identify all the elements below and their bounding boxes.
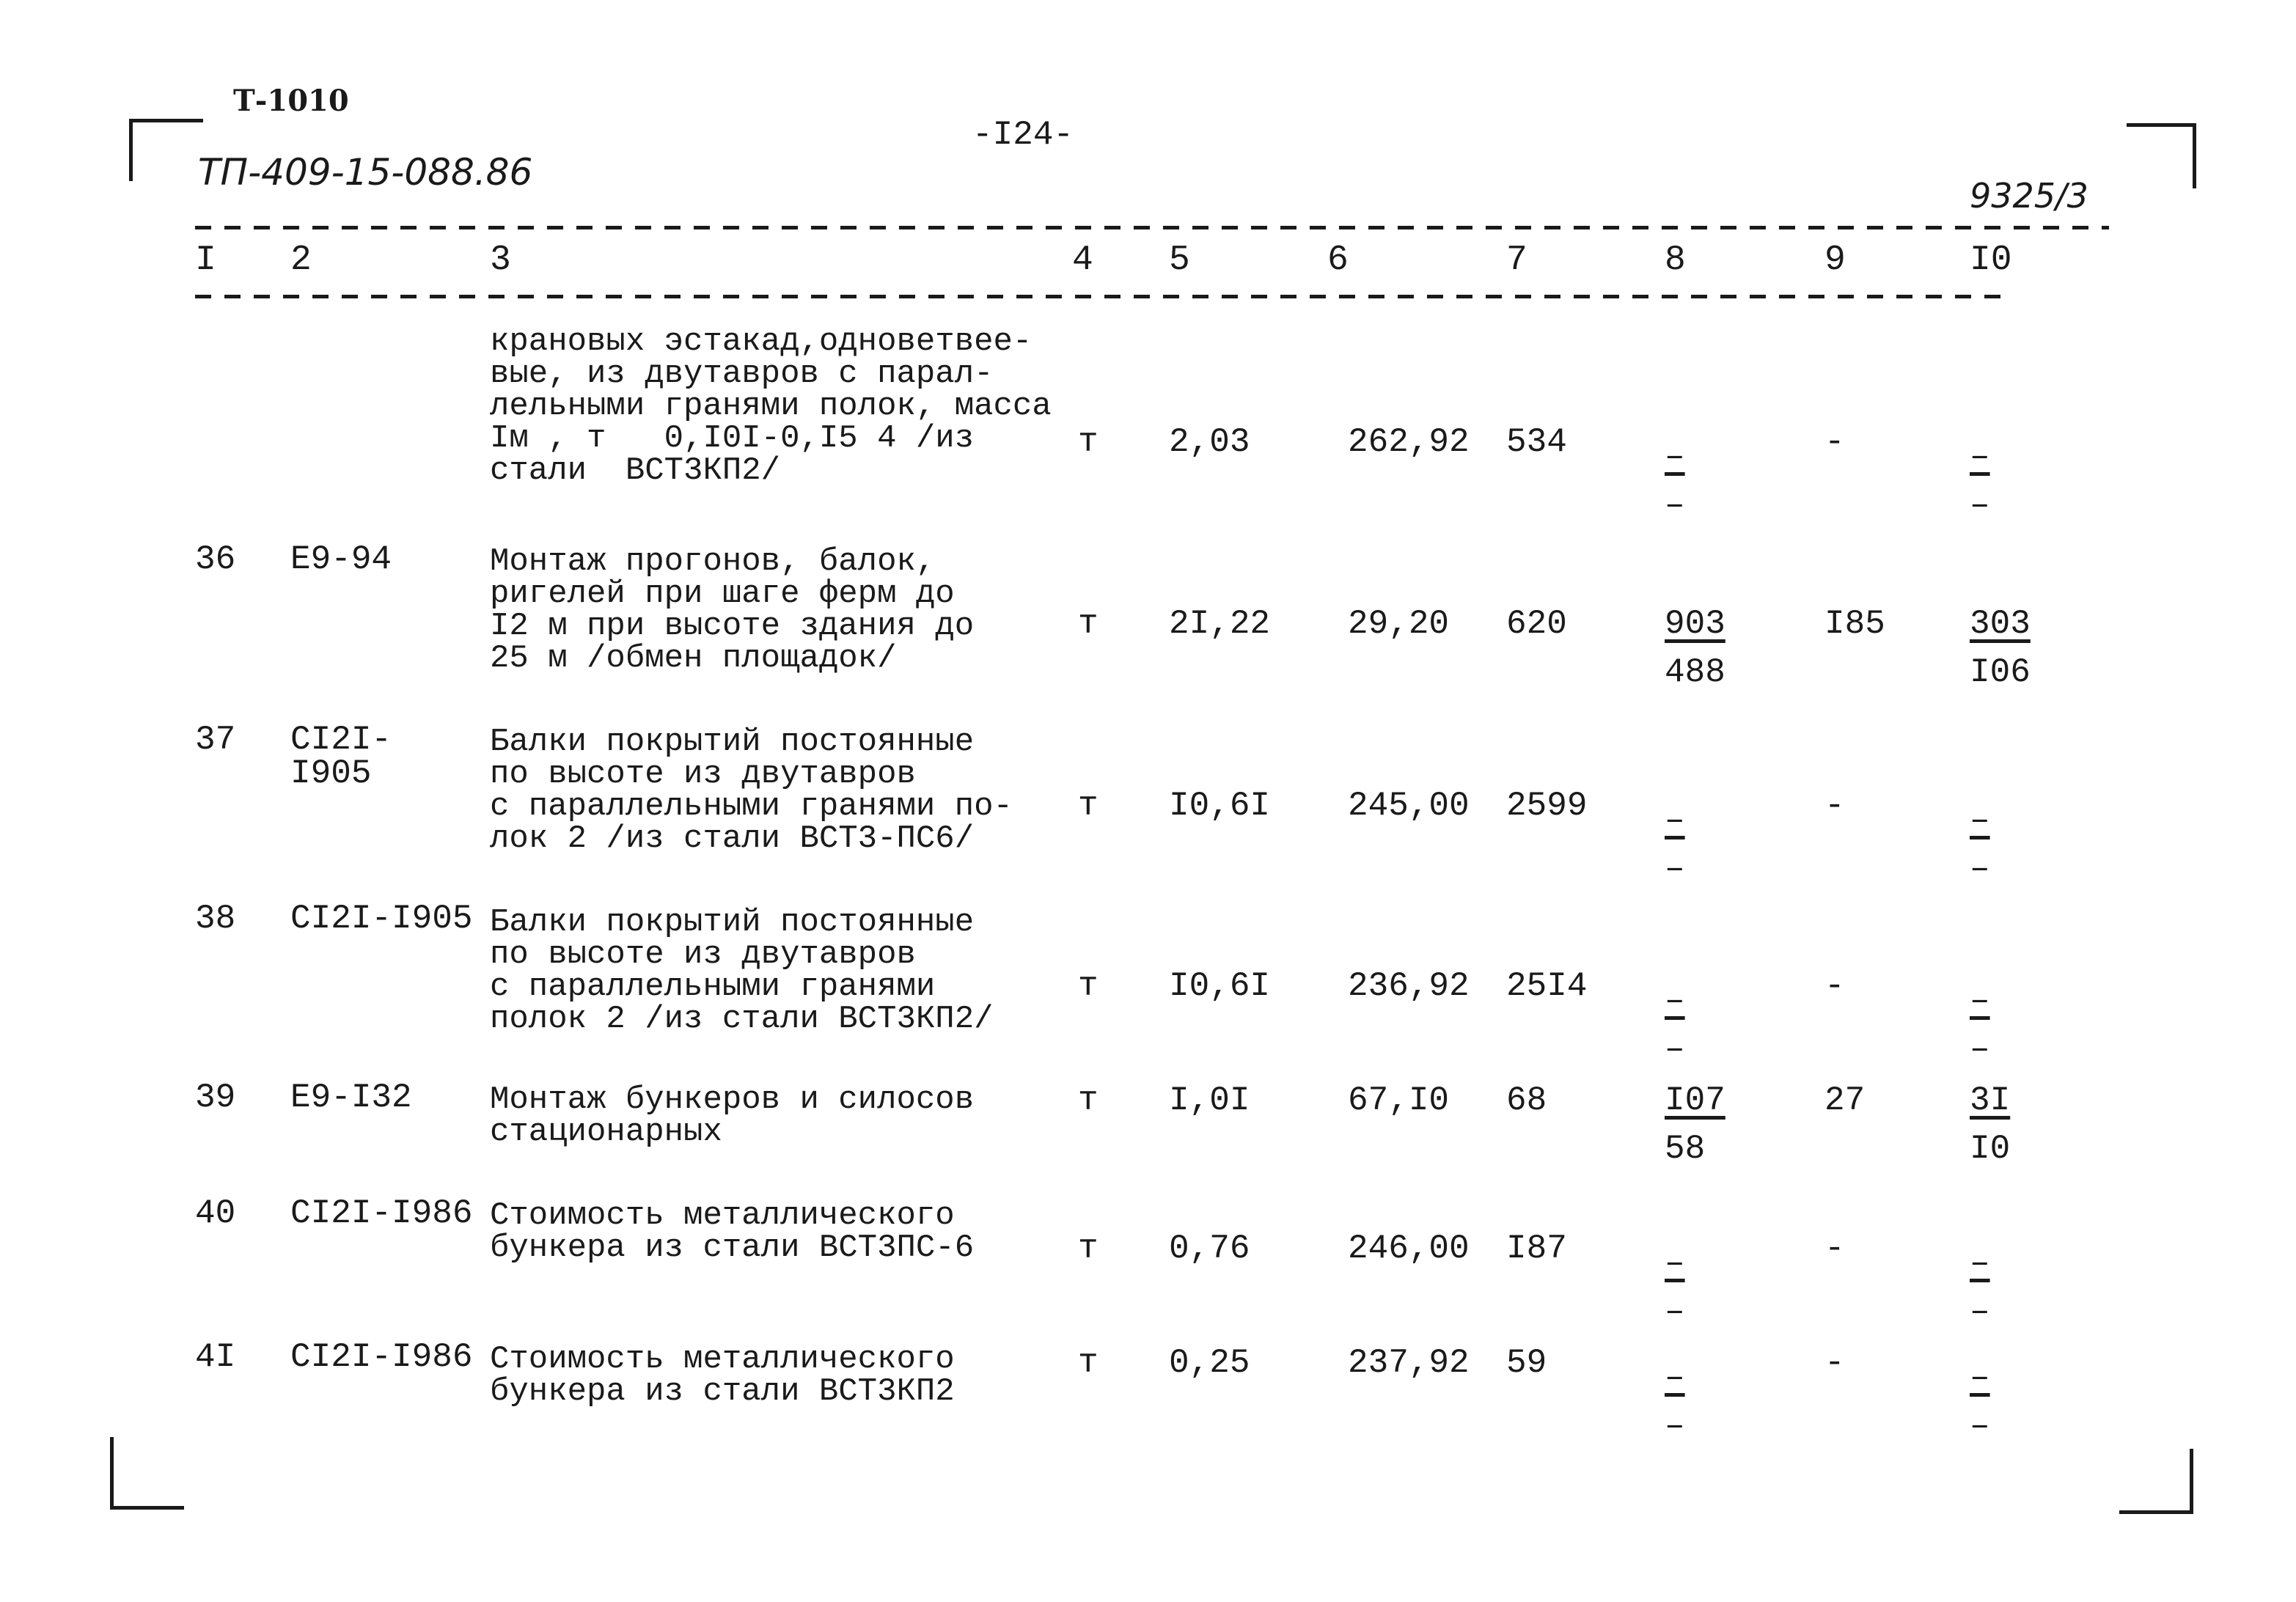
row-total: 620 (1506, 605, 1567, 643)
row-col8-denominator: 488 (1665, 653, 1725, 691)
row-total: 25I4 (1506, 967, 1588, 1005)
row-col9: - (1824, 787, 1845, 825)
row-quantity: 2,03 (1169, 423, 1250, 461)
row-col10-denominator: – (1970, 1407, 1990, 1445)
row-number: 38 (195, 900, 236, 938)
row-unit-price: 236,92 (1348, 967, 1470, 1005)
column-header-6: 6 (1327, 240, 1349, 280)
row-number: 4I (195, 1338, 236, 1376)
row-col8 (1665, 440, 1685, 522)
row-quantity: 0,25 (1169, 1344, 1250, 1382)
row-col10-numerator: 303 (1970, 605, 2031, 643)
row-col9: 27 (1824, 1081, 1866, 1120)
column-header-7: 7 (1506, 240, 1527, 280)
row-unit: т (1078, 1230, 1099, 1268)
row-col10-denominator: – (1970, 486, 1990, 524)
row-col8 (1665, 1081, 1725, 1168)
sheet-ref: 9325/3 (1970, 176, 2088, 216)
row-col10-denominator: I06 (1970, 653, 2031, 691)
row-unit: т (1078, 605, 1099, 643)
column-header-8: 8 (1665, 240, 1686, 280)
row-col8-denominator: – (1665, 1030, 1685, 1068)
row-col8-numerator: – (1665, 438, 1685, 476)
row-code: СI2I-I905 (290, 900, 473, 938)
row-col8 (1665, 801, 1685, 888)
row-number: 36 (195, 540, 236, 578)
row-col10-numerator: – (1970, 438, 1990, 476)
row-col8-numerator: I07 (1665, 1081, 1725, 1120)
row-code: Е9-94 (290, 540, 392, 578)
row-col8 (1665, 1246, 1685, 1329)
row-col8-denominator: – (1665, 850, 1685, 888)
row-unit: т (1078, 787, 1099, 825)
row-col10-numerator: – (1970, 801, 1990, 839)
row-col8 (1665, 984, 1685, 1066)
row-unit-price: 246,00 (1348, 1230, 1470, 1268)
row-unit-price: 245,00 (1348, 787, 1470, 825)
row-code: Е9-I32 (290, 1079, 412, 1117)
corner-mark-top-right (2127, 123, 2196, 188)
row-col8-numerator: 903 (1665, 605, 1725, 643)
row-description: Монтаж бункеров и силосов стационарных (490, 1081, 975, 1150)
header-rule-top (195, 226, 2109, 229)
row-col10-denominator: – (1970, 1293, 1990, 1331)
row-total: 68 (1506, 1081, 1547, 1120)
row-code: СI2I-I986 (290, 1194, 473, 1232)
row-col10 (1970, 1361, 1990, 1443)
row-col8-numerator: – (1665, 1359, 1685, 1397)
row-total: 59 (1506, 1344, 1547, 1382)
row-col9: - (1824, 967, 1845, 1005)
header-rule-bottom (195, 295, 2006, 298)
row-unit: т (1078, 423, 1099, 461)
row-col8-numerator: – (1665, 1244, 1685, 1282)
row-col9: - (1824, 1230, 1845, 1268)
row-quantity: 2I,22 (1169, 605, 1271, 643)
column-header-5: 5 (1169, 240, 1190, 280)
project-code: ТП-409-15-088.86 (198, 151, 533, 194)
row-col8 (1665, 1361, 1685, 1443)
row-col10-denominator: – (1970, 850, 1990, 888)
row-col8-denominator: 58 (1665, 1130, 1706, 1168)
row-number: 39 (195, 1079, 236, 1117)
corner-mark-bottom-left (110, 1437, 184, 1510)
row-col8-denominator: – (1665, 486, 1685, 524)
column-header-2: 2 (290, 240, 312, 280)
row-unit: т (1078, 967, 1099, 1005)
row-col10-numerator: – (1970, 1359, 1990, 1397)
column-header-4: 4 (1072, 240, 1093, 280)
row-col10-numerator: 3I (1970, 1081, 2011, 1120)
row-description: Стоимость металлического бункера из стали ВСТ3КП2 (490, 1341, 955, 1410)
row-col8-numerator: – (1665, 982, 1685, 1020)
row-unit-price: 29,20 (1348, 605, 1450, 643)
row-quantity: I0,6I (1169, 967, 1271, 1005)
row-quantity: I,0I (1169, 1081, 1250, 1120)
row-col10-numerator: – (1970, 1244, 1990, 1282)
row-total: 534 (1506, 423, 1567, 461)
row-col10-denominator: I0 (1970, 1130, 2011, 1168)
row-code: СI2I-I986 (290, 1338, 473, 1376)
column-header-1: I (195, 240, 216, 280)
page-number: -I24- (972, 116, 1074, 154)
doc-code: Т-1010 (233, 84, 349, 118)
row-col9: I85 (1824, 605, 1885, 643)
row-quantity: 0,76 (1169, 1230, 1250, 1268)
column-header-9: 9 (1824, 240, 1846, 280)
corner-mark-top-left (129, 119, 203, 181)
row-total: I87 (1506, 1230, 1567, 1268)
row-quantity: I0,6I (1169, 787, 1271, 825)
row-col10 (1970, 440, 1990, 522)
row-col9: - (1824, 423, 1845, 461)
row-col8 (1665, 607, 1725, 689)
row-col10 (1970, 801, 1990, 888)
row-unit: т (1078, 1081, 1099, 1120)
corner-mark-bottom-right (2119, 1449, 2193, 1514)
row-col10 (1970, 1081, 2011, 1168)
row-description: Стоимость металлического бункера из стали ВСТ3ПС-6 (490, 1197, 975, 1266)
row-description: Балки покрытий постоянные по высоте из двутавров с параллельными гранями полок 2 /из стали ВСТ3КП2/ (490, 904, 994, 1037)
row-unit-price: 262,92 (1348, 423, 1470, 461)
row-col8-denominator: – (1665, 1407, 1685, 1445)
row-number: 40 (195, 1194, 236, 1232)
row-description: Монтаж прогонов, балок, ригелей при шаге ферм до I2 м при высоте здания до 25 м /обмен площадок/ (490, 543, 975, 677)
row-description: крановых эстакад,одноветвее- вые, из двутавров с парал- лельными гранями полок, масса Iм , т 0,I0I-0,I5 4 /из стали ВСТ3КП2/ (490, 323, 1052, 489)
row-description: Балки покрытий постоянные по высоте из двутавров с параллельными гранями по- лок 2 /из стали ВСТ3-ПС6/ (490, 724, 1013, 857)
column-header-10: I0 (1970, 240, 2012, 280)
row-unit-price: 237,92 (1348, 1344, 1470, 1382)
row-col10-denominator: – (1970, 1030, 1990, 1068)
row-col10 (1970, 607, 2031, 689)
column-header-3: 3 (490, 240, 511, 280)
row-col10-numerator: – (1970, 982, 1990, 1020)
row-col10 (1970, 1246, 1990, 1329)
row-col10 (1970, 984, 1990, 1066)
row-code: СI2I- I905 (290, 721, 392, 793)
row-col8-numerator: – (1665, 801, 1685, 839)
row-number: 37 (195, 721, 236, 759)
row-unit: т (1078, 1344, 1099, 1382)
row-col8-denominator: – (1665, 1293, 1685, 1331)
row-unit-price: 67,I0 (1348, 1081, 1450, 1120)
row-total: 2599 (1506, 787, 1588, 825)
row-col9: - (1824, 1344, 1845, 1382)
